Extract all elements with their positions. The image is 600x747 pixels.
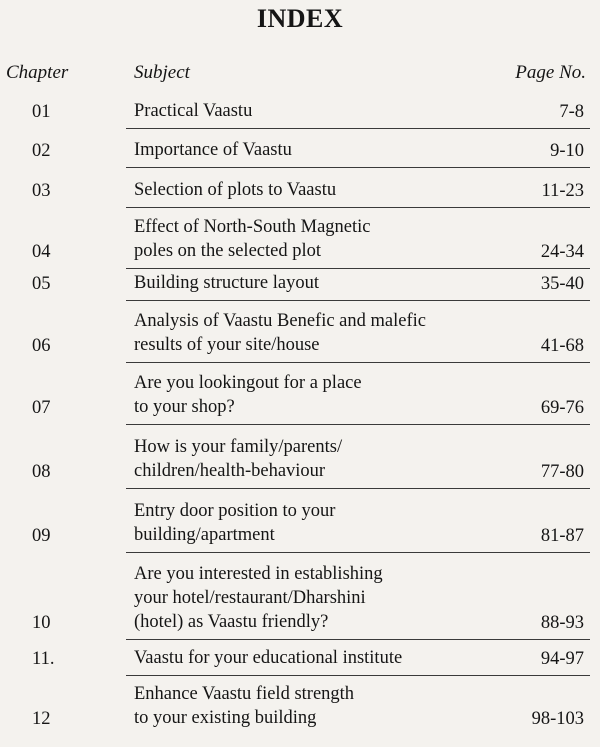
subject-line: Effect of North-South Magnetic [134,217,371,237]
subject-line: Analysis of Vaastu Benefic and malefic [134,311,426,331]
chapter-subject [134,99,494,123]
chapter-subject [134,435,494,483]
index-row [0,301,600,363]
chapter-number: 09 [32,526,51,546]
chapter-number: 10 [32,613,51,633]
chapter-subject [134,499,494,547]
index-row [0,425,600,489]
page-range: 24-34 [540,242,584,262]
subject-line: poles on the selected plot [134,241,322,261]
chapter-number: 08 [32,462,51,482]
page-range: 94-97 [540,649,584,669]
chapter-number: 06 [32,336,51,356]
page-range: 11-23 [541,181,584,201]
subject-line: Vaastu for your educational institute [134,648,403,668]
chapter-number: 01 [32,102,51,122]
chapter-subject [134,646,494,670]
subject-line: children/health-behaviour [134,461,326,481]
chapter-subject [134,371,494,419]
chapter-subject [134,309,494,357]
chapter-column-header: Chapter [6,62,69,83]
chapter-subject [134,271,494,295]
subject-line: Enhance Vaastu field strength [134,684,355,704]
chapter-subject [134,178,494,202]
chapter-number: 12 [32,709,51,729]
index-row [0,489,600,553]
subject-line: Are you lookingout for a place [134,373,362,393]
chapter-number: 02 [32,141,51,161]
index-row [0,676,600,736]
chapter-subject [134,562,494,634]
subject-line: to your existing building [134,708,317,728]
subject-line: Entry door position to your [134,501,336,521]
subject-line: Selection of plots to Vaastu [134,180,337,200]
chapter-subject [134,215,494,263]
index-row [0,208,600,269]
page-title: INDEX [256,4,344,33]
index-table [0,86,600,736]
chapter-number: 07 [32,398,51,418]
subject-line: your hotel/restaurant/Dharshini [134,588,366,608]
subject-line: Building structure layout [134,273,319,293]
page-range: 69-76 [540,398,584,418]
chapter-number: 05 [32,274,51,294]
page-range: 7-8 [559,102,584,122]
page-range: 88-93 [540,613,584,633]
subject-line: to your shop? [134,397,235,417]
subject-line: building/apartment [134,525,275,545]
page-range: 81-87 [540,526,584,546]
index-row [0,269,600,301]
page-column-header: Page No. [515,62,586,83]
index-row [0,168,600,208]
subject-line: Are you interested in establishing [134,564,383,584]
page-range: 41-68 [540,336,584,356]
chapter-subject [134,138,494,162]
page-range: 98-103 [531,709,584,729]
subject-line: (hotel) as Vaastu friendly? [134,612,329,632]
chapter-number: 11. [32,649,55,669]
index-row [0,86,600,129]
subject-line: results of your site/house [134,335,320,355]
index-row [0,640,600,676]
page-range: 77-80 [540,462,584,482]
index-row [0,363,600,425]
subject-line: Importance of Vaastu [134,140,292,160]
chapter-number: 04 [32,242,51,262]
page-range: 35-40 [540,274,584,294]
page-range: 9-10 [550,141,584,161]
chapter-number: 03 [32,181,51,201]
chapter-subject [134,682,494,730]
subject-line: Practical Vaastu [134,101,253,121]
subject-line: How is your family/parents/ [134,437,343,457]
index-row [0,553,600,640]
index-row [0,129,600,168]
subject-column-header: Subject [134,62,190,83]
